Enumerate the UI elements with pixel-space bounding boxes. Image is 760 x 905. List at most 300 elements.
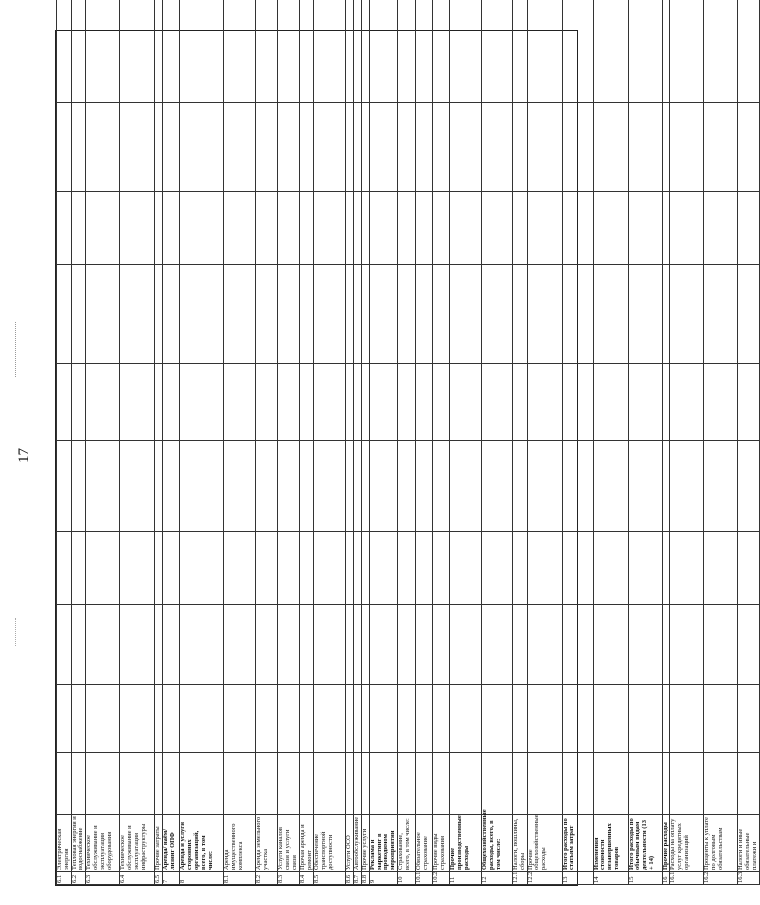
row-label: Прочие общехозяйственные расходы (527, 815, 562, 872)
empty-cell (527, 265, 562, 364)
empty-cell (180, 0, 224, 103)
empty-cell (71, 685, 86, 753)
scan-margin-mark (15, 618, 17, 646)
empty-cell (670, 364, 704, 441)
empty-cell (628, 532, 662, 605)
row-label: Реклама и маркетинг в проводимом мероприятии (369, 815, 397, 872)
empty-cell (433, 441, 450, 532)
empty-cell (593, 265, 628, 364)
empty-cell (527, 0, 562, 103)
empty-cell (155, 685, 163, 753)
empty-cell (433, 103, 450, 192)
empty-cell (361, 265, 369, 364)
empty-cell (527, 364, 562, 441)
empty-cell (450, 532, 482, 605)
empty-cell (314, 441, 346, 532)
empty-cell (299, 441, 314, 532)
empty-cell (180, 605, 224, 685)
empty-cell (57, 441, 72, 532)
row-number: 12 (482, 872, 513, 885)
empty-cell (513, 192, 528, 265)
empty-cell (527, 441, 562, 532)
empty-cell (513, 685, 528, 753)
empty-cell (180, 532, 224, 605)
empty-cell (180, 364, 224, 441)
empty-cell (256, 532, 278, 605)
empty-cell (361, 103, 369, 192)
empty-cell (278, 192, 299, 265)
empty-cell (433, 364, 450, 441)
row-label: Изменения стоимости незавершенных товаров (593, 815, 628, 872)
empty-cell (562, 192, 593, 265)
empty-cell (527, 532, 562, 605)
row-number: 8.7 (354, 872, 362, 885)
empty-cell (398, 192, 416, 265)
empty-cell (450, 364, 482, 441)
row-label: Аренда земельного участка (256, 815, 278, 872)
table-row (482, 0, 513, 885)
empty-cell (354, 532, 362, 605)
empty-cell (57, 605, 72, 685)
empty-cell (482, 605, 513, 685)
empty-cell (450, 265, 482, 364)
row-label: Проценты к уплате по долговым обязательствам (704, 815, 738, 872)
empty-cell (416, 753, 433, 815)
empty-cell (416, 605, 433, 685)
empty-cell (670, 685, 704, 753)
empty-cell (670, 265, 704, 364)
empty-cell (346, 192, 354, 265)
empty-cell (71, 192, 86, 265)
row-label: Электрическая энергия (57, 815, 72, 872)
empty-cell (662, 103, 670, 192)
empty-cell (346, 441, 354, 532)
empty-cell (450, 685, 482, 753)
empty-cell (670, 0, 704, 103)
empty-cell (593, 441, 628, 532)
empty-cell (513, 103, 528, 192)
empty-cell (562, 103, 593, 192)
empty-cell (180, 265, 224, 364)
empty-cell (314, 532, 346, 605)
empty-cell (738, 685, 759, 753)
empty-cell (256, 265, 278, 364)
empty-cell (361, 441, 369, 532)
row-label: Техническое обслуживание и эксплуатация оборудования (86, 815, 120, 872)
empty-cell (416, 0, 433, 103)
empty-cell (314, 265, 346, 364)
empty-cell (278, 532, 299, 605)
empty-cell (593, 753, 628, 815)
empty-cell (155, 605, 163, 685)
row-number: 10.2 (433, 872, 450, 885)
row-label: Итого расходы по статьям затрат (562, 815, 593, 872)
empty-cell (86, 753, 120, 815)
empty-cell (86, 192, 120, 265)
empty-cell (416, 265, 433, 364)
empty-cell (120, 605, 155, 685)
empty-cell (346, 532, 354, 605)
empty-cell (398, 265, 416, 364)
empty-cell (86, 0, 120, 103)
table-row (704, 0, 738, 885)
row-number: 9 (369, 872, 397, 885)
page-number: 17 (16, 448, 32, 463)
empty-cell (224, 103, 256, 192)
empty-cell (180, 441, 224, 532)
table-row (361, 0, 369, 885)
row-label: Аренда и услуги сторонних организаций, всего, в том числе: (180, 815, 224, 872)
empty-cell (71, 103, 86, 192)
empty-cell (433, 753, 450, 815)
empty-cell (163, 265, 180, 364)
row-number: 8.5 (314, 872, 346, 885)
empty-cell (155, 265, 163, 364)
row-number: 8.4 (299, 872, 314, 885)
row-number: 16.3 (738, 872, 759, 885)
empty-cell (416, 364, 433, 441)
empty-cell (71, 753, 86, 815)
empty-cell (57, 364, 72, 441)
row-label: Аренда имущественного комплекса (224, 815, 256, 872)
empty-cell (670, 605, 704, 685)
empty-cell (346, 605, 354, 685)
empty-cell (670, 532, 704, 605)
empty-cell (120, 753, 155, 815)
empty-cell (562, 685, 593, 753)
empty-cell (738, 441, 759, 532)
empty-cell (163, 0, 180, 103)
empty-cell (450, 605, 482, 685)
empty-cell (416, 103, 433, 192)
row-number: 8 (180, 872, 224, 885)
empty-cell (628, 364, 662, 441)
empty-cell (704, 753, 738, 815)
table-row (513, 0, 528, 885)
empty-cell (369, 192, 397, 265)
row-number: 12.2 (527, 872, 562, 885)
row-label: Техническое обслуживание и эксплуатация инфраструктуры (120, 815, 155, 872)
empty-cell (224, 605, 256, 685)
empty-cell (57, 532, 72, 605)
empty-cell (593, 364, 628, 441)
row-label: Прочие виды страхования (433, 815, 450, 872)
empty-cell (256, 103, 278, 192)
empty-cell (482, 685, 513, 753)
row-number: 8.6 (346, 872, 354, 885)
empty-cell (738, 0, 759, 103)
empty-cell (224, 685, 256, 753)
empty-cell (71, 441, 86, 532)
row-number: 6.1 (57, 872, 72, 885)
empty-cell (398, 753, 416, 815)
empty-cell (155, 753, 163, 815)
empty-cell (224, 532, 256, 605)
row-label: Обязательное страхование (416, 815, 433, 872)
row-label: Итого расходы по обычным видам деятельности (13 + 14) (628, 815, 662, 872)
empty-cell (180, 685, 224, 753)
row-number: 6.3 (86, 872, 120, 885)
table-row (314, 0, 346, 885)
empty-cell (224, 364, 256, 441)
empty-cell (278, 103, 299, 192)
empty-cell (704, 685, 738, 753)
empty-cell (299, 103, 314, 192)
empty-cell (670, 192, 704, 265)
empty-cell (155, 103, 163, 192)
empty-cell (398, 441, 416, 532)
empty-cell (482, 265, 513, 364)
empty-cell (527, 192, 562, 265)
empty-cell (398, 364, 416, 441)
table-row (738, 0, 759, 885)
empty-cell (120, 364, 155, 441)
empty-cell (513, 265, 528, 364)
empty-cell (361, 364, 369, 441)
empty-cell (180, 103, 224, 192)
row-label: Обеспечение транспортной доступности (314, 815, 346, 872)
row-number: 14 (593, 872, 628, 885)
empty-cell (163, 441, 180, 532)
empty-cell (57, 103, 72, 192)
empty-cell (354, 0, 362, 103)
empty-cell (450, 0, 482, 103)
empty-cell (57, 192, 72, 265)
row-label: Тепловая энергия и водоснабжение (70, 816, 85, 870)
empty-cell (120, 192, 155, 265)
empty-cell (527, 753, 562, 815)
empty-cell (57, 753, 72, 815)
table-row (593, 0, 628, 885)
empty-cell (416, 532, 433, 605)
empty-cell (369, 364, 397, 441)
empty-cell (433, 0, 450, 103)
empty-cell (71, 605, 86, 685)
table-row (628, 0, 662, 885)
empty-cell (369, 0, 397, 103)
empty-cell (628, 605, 662, 685)
empty-cell (354, 103, 362, 192)
empty-cell (562, 441, 593, 532)
empty-cell (704, 192, 738, 265)
row-label: Аренда/ наём/лизинг ОПФ (163, 815, 180, 872)
empty-cell (704, 265, 738, 364)
empty-cell (354, 192, 362, 265)
empty-cell (120, 685, 155, 753)
table-row (180, 0, 224, 885)
row-label: Прочие затраты (155, 815, 163, 872)
empty-cell (299, 605, 314, 685)
empty-cell (278, 605, 299, 685)
table-row (670, 0, 704, 885)
table-row (662, 0, 670, 885)
empty-cell (670, 753, 704, 815)
empty-cell (299, 265, 314, 364)
empty-cell (670, 103, 704, 192)
empty-cell (662, 685, 670, 753)
empty-cell (71, 0, 86, 103)
row-label: Налоги, пошлины, сборы (513, 815, 528, 872)
empty-cell (662, 265, 670, 364)
empty-cell (57, 0, 72, 103)
empty-cell (314, 605, 346, 685)
empty-cell (562, 265, 593, 364)
empty-cell (450, 753, 482, 815)
table-row (433, 0, 450, 885)
empty-cell (256, 685, 278, 753)
empty-cell (628, 265, 662, 364)
row-number: 16 (662, 872, 670, 885)
empty-cell (398, 685, 416, 753)
row-number: 7 (163, 872, 180, 885)
empty-cell (704, 0, 738, 103)
empty-cell (256, 364, 278, 441)
row-number: 12.1 (513, 872, 528, 885)
empty-cell (482, 753, 513, 815)
empty-cell (513, 532, 528, 605)
table-row (86, 0, 120, 885)
empty-cell (120, 0, 155, 103)
table-row (346, 0, 354, 885)
empty-cell (628, 441, 662, 532)
empty-cell (299, 753, 314, 815)
row-label: Прочие производственные расходы (450, 815, 482, 872)
empty-cell (354, 441, 362, 532)
rotated-table-container (56, 31, 759, 885)
empty-cell (346, 265, 354, 364)
empty-cell (662, 364, 670, 441)
empty-cell (278, 685, 299, 753)
table-row (416, 0, 433, 885)
empty-cell (361, 0, 369, 103)
empty-cell (354, 265, 362, 364)
empty-cell (346, 364, 354, 441)
empty-cell (398, 605, 416, 685)
empty-cell (86, 605, 120, 685)
empty-cell (398, 103, 416, 192)
empty-cell (562, 753, 593, 815)
empty-cell (369, 753, 397, 815)
empty-cell (163, 364, 180, 441)
empty-cell (57, 265, 72, 364)
table-row (57, 0, 72, 885)
table-row (71, 0, 86, 885)
empty-cell (256, 441, 278, 532)
empty-cell (155, 364, 163, 441)
empty-cell (593, 532, 628, 605)
empty-cell (593, 192, 628, 265)
empty-cell (354, 364, 362, 441)
empty-cell (738, 103, 759, 192)
row-number: 13 (562, 872, 593, 885)
empty-cell (738, 532, 759, 605)
empty-cell (354, 685, 362, 753)
empty-cell (662, 532, 670, 605)
empty-cell (416, 192, 433, 265)
empty-cell (299, 0, 314, 103)
empty-cell (416, 685, 433, 753)
empty-cell (346, 0, 354, 103)
row-number: 16.2 (704, 872, 738, 885)
empty-cell (180, 753, 224, 815)
empty-cell (86, 364, 120, 441)
row-number: 11 (450, 872, 482, 885)
empty-cell (120, 103, 155, 192)
empty-cell (163, 685, 180, 753)
empty-cell (450, 192, 482, 265)
empty-cell (662, 753, 670, 815)
empty-cell (361, 192, 369, 265)
empty-cell (562, 605, 593, 685)
empty-cell (482, 532, 513, 605)
empty-cell (433, 685, 450, 753)
table-row (450, 0, 482, 885)
table-row (224, 0, 256, 885)
empty-cell (346, 103, 354, 192)
empty-cell (513, 753, 528, 815)
table-row (155, 0, 163, 885)
empty-cell (278, 265, 299, 364)
row-number: 6.5 (155, 872, 163, 885)
empty-cell (738, 605, 759, 685)
table-row (163, 0, 180, 885)
empty-cell (704, 532, 738, 605)
empty-cell (86, 685, 120, 753)
empty-cell (562, 364, 593, 441)
empty-cell (314, 685, 346, 753)
empty-cell (71, 265, 86, 364)
table-row (278, 0, 299, 885)
empty-cell (361, 605, 369, 685)
empty-cell (593, 605, 628, 685)
empty-cell (314, 753, 346, 815)
empty-cell (224, 753, 256, 815)
empty-cell (163, 532, 180, 605)
empty-cell (416, 441, 433, 532)
empty-cell (562, 0, 593, 103)
empty-cell (433, 192, 450, 265)
row-label: Страхование, всего, в том числе: (398, 815, 416, 872)
empty-cell (163, 103, 180, 192)
empty-cell (314, 364, 346, 441)
empty-cell (155, 441, 163, 532)
empty-cell (738, 192, 759, 265)
row-number: 6.2 (71, 872, 86, 885)
empty-cell (562, 532, 593, 605)
empty-cell (57, 685, 72, 753)
empty-cell (163, 605, 180, 685)
empty-cell (662, 441, 670, 532)
empty-cell (314, 192, 346, 265)
empty-cell (628, 685, 662, 753)
row-label: Налоги и иные обязательные платежи и (738, 815, 759, 872)
empty-cell (433, 532, 450, 605)
empty-cell (450, 103, 482, 192)
empty-cell (314, 0, 346, 103)
table-row (256, 0, 278, 885)
empty-cell (369, 685, 397, 753)
table-row (369, 0, 397, 885)
row-number: 10 (398, 872, 416, 885)
empty-cell (482, 192, 513, 265)
empty-cell (628, 0, 662, 103)
empty-cell (628, 103, 662, 192)
row-number: 8.2 (256, 872, 278, 885)
row-number: 8.8 (361, 872, 369, 885)
empty-cell (299, 192, 314, 265)
empty-cell (120, 532, 155, 605)
empty-cell (155, 192, 163, 265)
